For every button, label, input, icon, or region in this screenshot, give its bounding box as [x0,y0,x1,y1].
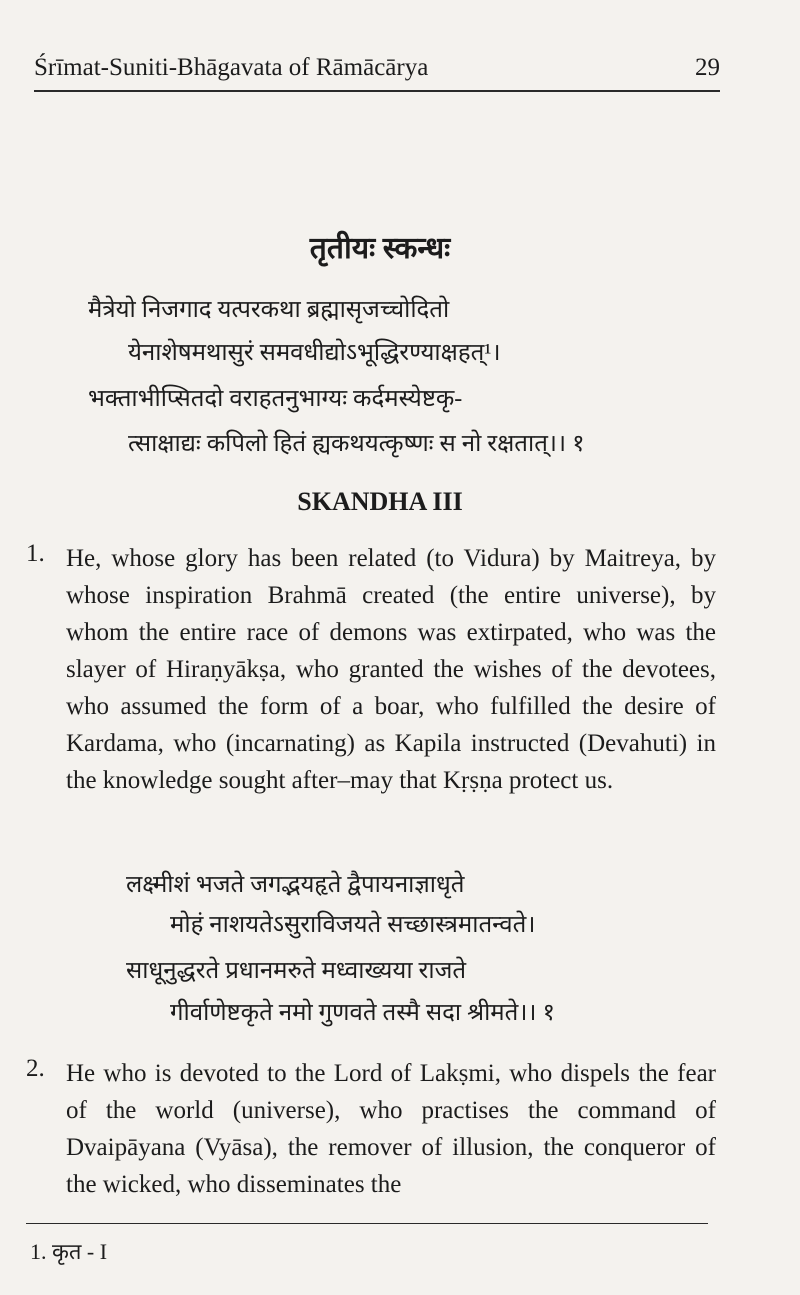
paragraph-number-1: 1. [26,540,45,567]
verse-1-line-1: मैत्रेयो निजगाद यत्परकथा ब्रह्मासृजच्चोदितो [88,297,450,323]
footnote-divider [26,1223,708,1224]
paragraph-number-2: 2. [26,1055,45,1082]
verse-2-line-4: गीर्वाणेष्टकृते नमो गुणवते तस्मै सदा श्रीमते।। १ [170,1000,556,1026]
verse-2-line-2: मोहं नाशयतेऽसुराविजयते सच्छास्त्रमातन्वते। [170,912,536,938]
translation-paragraph-2: He who is devoted to the Lord of Lakṣmi, who dispels the fear of the world (universe), who practises the command of Dvaipāyana (Vyāsa), the remover of illusion, the conqueror of the wicked, who disseminates the [66,1060,716,1198]
verse-2-line-3: साधूनुद्धरते प्रधानमरुते मध्वाख्यया राजते [126,958,467,984]
running-header [34,48,720,92]
translation-paragraph-1: He, whose glory has been related (to Vidura) by Maitreya, by whose inspiration Brahmā created (the entire universe), by whom the entire race of demons was extirpated, who was the slayer of Hiraṇyākṣa, who granted the wishes of the devotees, who assumed the form of a boar, who fulfilled the desire of Kardama, who (incarnating) as Kapila instructed (Devahuti) in the knowledge sought after–may that Kṛṣṇa protect us. [66,545,716,794]
footnote: 1. कृत - I [30,1239,108,1264]
verse-1-line-4: त्साक्षाद्यः कपिलो हितं ह्यकथयत्कृष्णः स नो रक्षतात्।। १ [128,431,585,457]
page-number: 29 [695,54,720,81]
verse-1-line-2: येनाशेषमथासुरं समवधीद्योऽभूद्धिरण्याक्षहत्¹। [128,340,501,366]
skandha-heading-devanagari: तृतीयः स्कन्धः [309,232,451,265]
verse-1-line-3: भक्ताभीप्सितदो वराहतनुभाग्यः कर्दमस्येष्टकृ- [88,386,463,412]
verse-2-line-1: लक्ष्मीशं भजते जगद्भयहृते द्वैपायनाज्ञाधृते [126,872,465,898]
running-title: Śrīmat-Suniti-Bhāgavata of Rāmācārya [34,54,429,81]
section-title: SKANDHA III [297,487,463,516]
